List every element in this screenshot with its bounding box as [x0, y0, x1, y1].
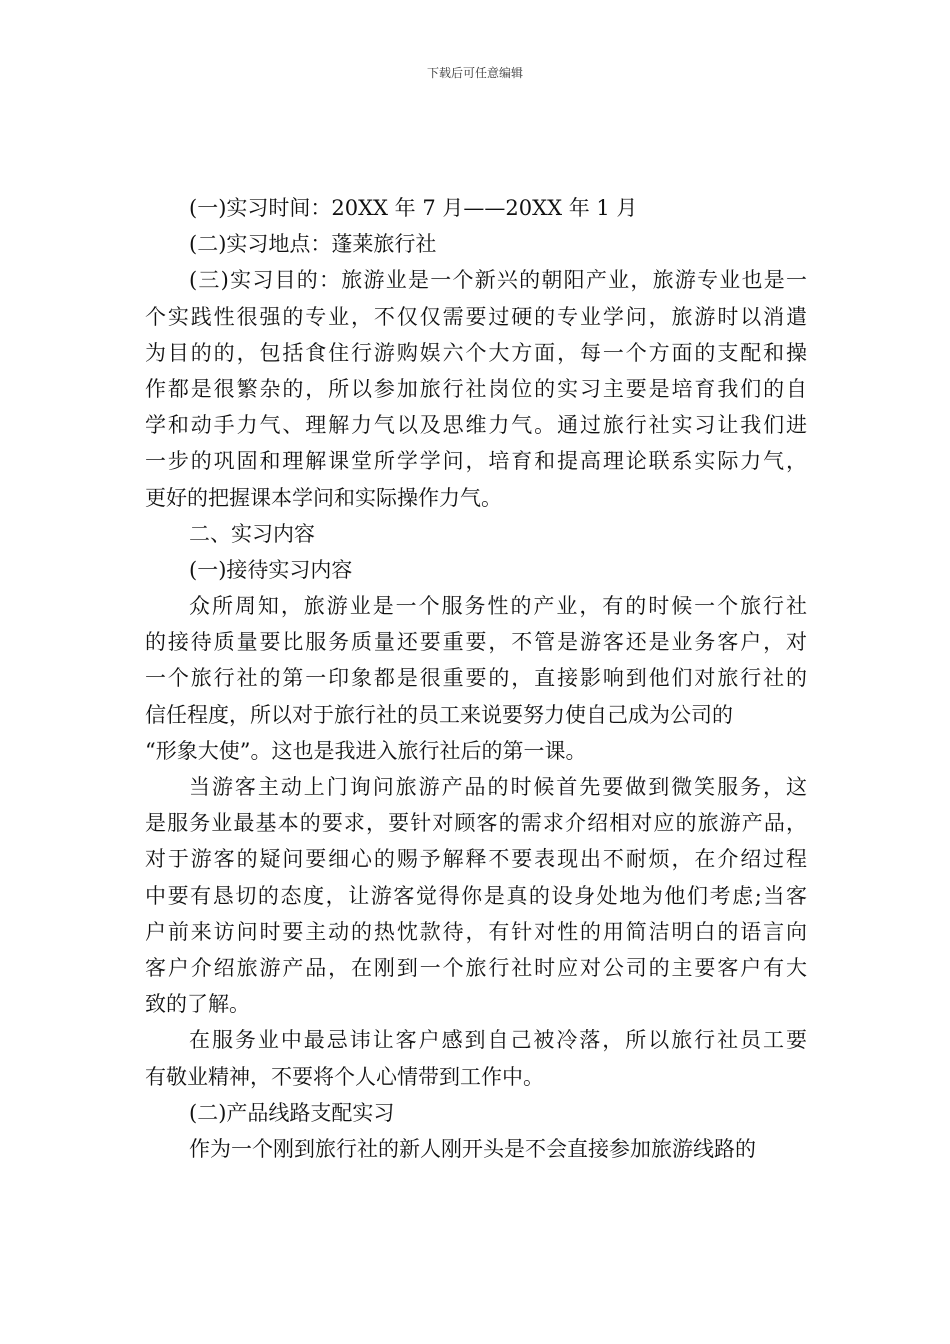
text-line: 众所周知，旅游业是一个服务性的产业，有的时候一个旅行社	[189, 594, 809, 619]
page-header: 下载后可任意编辑	[426, 66, 523, 80]
text-line: 个实践性很强的专业，不仅仅需要过硬的专业学问，旅游时以消遣	[145, 304, 809, 329]
text-line: 户前来访问时要主动的热忱款待，有针对性的用简洁明白的语言向	[145, 919, 809, 944]
text-line: “形象大使”。这也是我进入旅行社后的第一课。	[145, 738, 587, 763]
text-line: 信任程度，所以对于旅行社的员工来说要努力使自己成为公司的	[145, 702, 733, 727]
text-line: (一)实习时间：20XX 年 7 月——20XX 年 1 月	[189, 196, 638, 220]
text-line: 客户介绍旅游产品，在刚到一个旅行社时应对公司的主要客户有大	[145, 955, 809, 980]
text-line: 在服务业中最忌讳让客户感到自己被冷落，所以旅行社员工要	[189, 1028, 809, 1053]
text-line: 作为一个刚到旅行社的新人刚开头是不会直接参加旅游线路的	[189, 1136, 756, 1161]
text-line: (二)实习地点：蓬莱旅行社	[189, 232, 437, 257]
text-line: (三)实习目的：旅游业是一个新兴的朝阳产业，旅游专业也是一	[189, 268, 809, 293]
text-line: 为目的的，包括食住行游购娱六个大方面，每一个方面的支配和操	[145, 340, 809, 365]
text-line: 更好的把握课本学问和实际操作力气。	[145, 485, 502, 510]
document-body	[145, 190, 807, 1167]
text-line: 中要有恳切的态度，让游客觉得你是真的设身处地为他们考虑;当客	[145, 883, 809, 908]
text-line: 学和动手力气、理解力气以及思维力气。通过旅行社实习让我们进	[145, 413, 809, 438]
section-heading: 二、实习内容	[189, 521, 315, 546]
text-line: 作都是很繁杂的，所以参加旅行社岗位的实习主要是培育我们的自	[145, 376, 809, 401]
text-line: 对于游客的疑问要细心的赐予解释不要表现出不耐烦，在介绍过程	[145, 847, 809, 872]
text-line: 一步的巩固和理解课堂所学学问，培育和提高理论联系实际力气，	[145, 449, 809, 474]
text-line: 致的了解。	[145, 992, 250, 1017]
text-line: 一个旅行社的第一印象都是很重要的，直接影响到他们对旅行社的	[145, 666, 809, 691]
text-line: 有敬业精神，不要将个人心情带到工作中。	[145, 1064, 544, 1089]
text-line: 是服务业最基本的要求，要针对顾客的需求介绍相对应的旅游产品，	[145, 811, 809, 836]
text-line: 当游客主动上门询问旅游产品的时候首先要做到微笑服务，这	[189, 775, 809, 799]
subsection-heading: (二)产品线路支配实习	[189, 1100, 395, 1125]
text-line: 的接待质量要比服务质量还要重要，不管是游客还是业务客户，对	[145, 630, 809, 655]
subsection-heading: (一)接待实习内容	[189, 557, 353, 582]
